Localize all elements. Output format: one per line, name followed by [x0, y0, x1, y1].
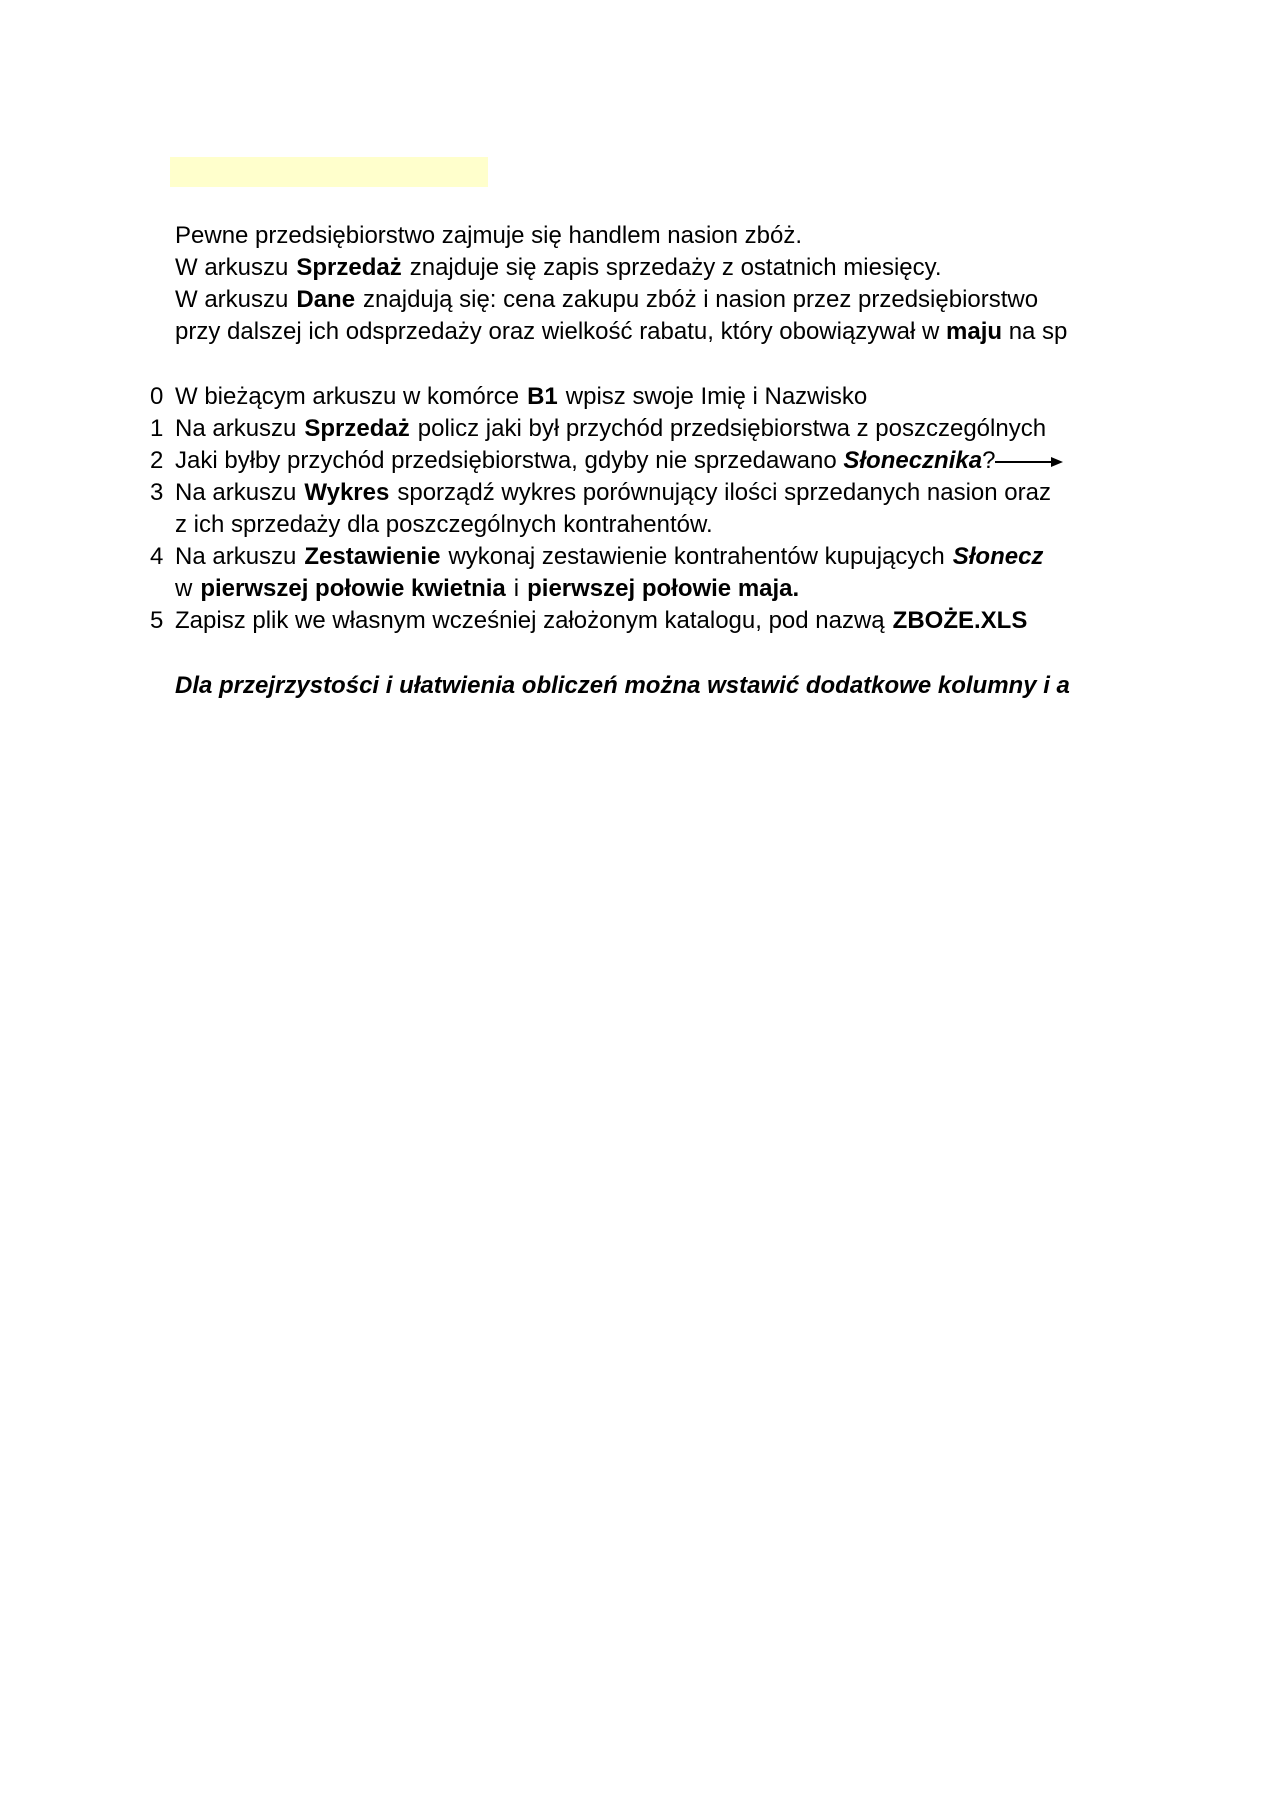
task-5 — [175, 605, 1027, 637]
task-text: Na arkuszu — [175, 543, 297, 570]
intro-line-3 — [175, 284, 1038, 316]
sheet-name-wykres: Wykres — [304, 479, 390, 506]
intro-line-1 — [175, 220, 802, 252]
task-text: policz jaki był przychód przedsiębiorstwa z poszczególnych — [417, 415, 1047, 442]
intro-text: na sp — [1008, 318, 1068, 345]
intro-text: W arkuszu — [175, 254, 289, 281]
product-slonecznik: Słonecz — [952, 543, 1044, 570]
task-number: 0 — [150, 383, 164, 410]
intro-line-2 — [175, 252, 942, 284]
sheet-name-sprzedaz: Sprzedaż — [296, 254, 402, 281]
name-cell-b1[interactable] — [170, 157, 488, 187]
task-number: 4 — [150, 543, 164, 570]
task-4-continuation — [175, 573, 799, 605]
intro-text: znajduje się zapis sprzedaży z ostatnich miesięcy. — [409, 254, 942, 281]
task-text: z ich sprzedaży dla poszczególnych kontrahentów. — [175, 511, 713, 538]
task-3 — [175, 477, 1051, 509]
task-number: 3 — [150, 479, 164, 506]
cell-ref-b1: B1 — [527, 383, 558, 410]
task-number: 1 — [150, 415, 164, 442]
month-maju: maju — [946, 318, 1003, 345]
task-text: Jaki byłby przychód przedsiębiorstwa, gdyby nie sprzedawano — [175, 447, 837, 474]
task-text: ? — [982, 447, 996, 474]
task-text: Na arkuszu — [175, 479, 297, 506]
note-text: Dla przejrzystości i ułatwienia obliczeń można wstawić dodatkowe kolumny i a — [175, 672, 1070, 699]
task-text: sporządź wykres porównujący ilości sprzedanych nasion oraz — [397, 479, 1051, 506]
task-text: Na arkuszu — [175, 415, 297, 442]
task-number: 5 — [150, 607, 164, 634]
intro-text: przy dalszej ich odsprzedaży oraz wielkość rabatu, który obowiązywał w — [175, 318, 940, 345]
task-text: wykonaj zestawienie kontrahentów kupujących — [448, 543, 945, 570]
intro-line-4 — [175, 316, 1067, 348]
period-april: pierwszej połowie kwietnia — [200, 575, 506, 602]
task-0 — [175, 381, 867, 413]
task-1 — [175, 413, 1046, 445]
task-text: w — [175, 575, 193, 602]
task-text: i — [513, 575, 520, 602]
product-slonecznik: Słonecznika — [843, 447, 983, 474]
arrow-right-icon — [995, 456, 1063, 468]
sheet-name-sprzedaz: Sprzedaż — [304, 415, 410, 442]
task-text: wpisz swoje Imię i Nazwisko — [565, 383, 868, 410]
intro-text: Pewne przedsiębiorstwo zajmuje się handlem nasion zbóż. — [175, 222, 802, 249]
task-text: Zapisz plik we własnym wcześniej założonym katalogu, pod nazwą — [175, 607, 885, 634]
task-3-continuation — [175, 509, 713, 541]
sheet-name-zestawienie: Zestawienie — [304, 543, 441, 570]
period-may: pierwszej połowie maja. — [527, 575, 800, 602]
intro-text: znajdują się: cena zakupu zbóż i nasion przez przedsiębiorstwo — [363, 286, 1039, 313]
task-4 — [175, 541, 1043, 573]
task-2 — [175, 445, 1063, 477]
intro-text: W arkuszu — [175, 286, 289, 313]
task-text: W bieżącym arkuszu w komórce — [175, 383, 520, 410]
task-number: 2 — [150, 447, 164, 474]
sheet-name-dane: Dane — [296, 286, 356, 313]
file-name: ZBOŻE.XLS — [892, 607, 1028, 634]
